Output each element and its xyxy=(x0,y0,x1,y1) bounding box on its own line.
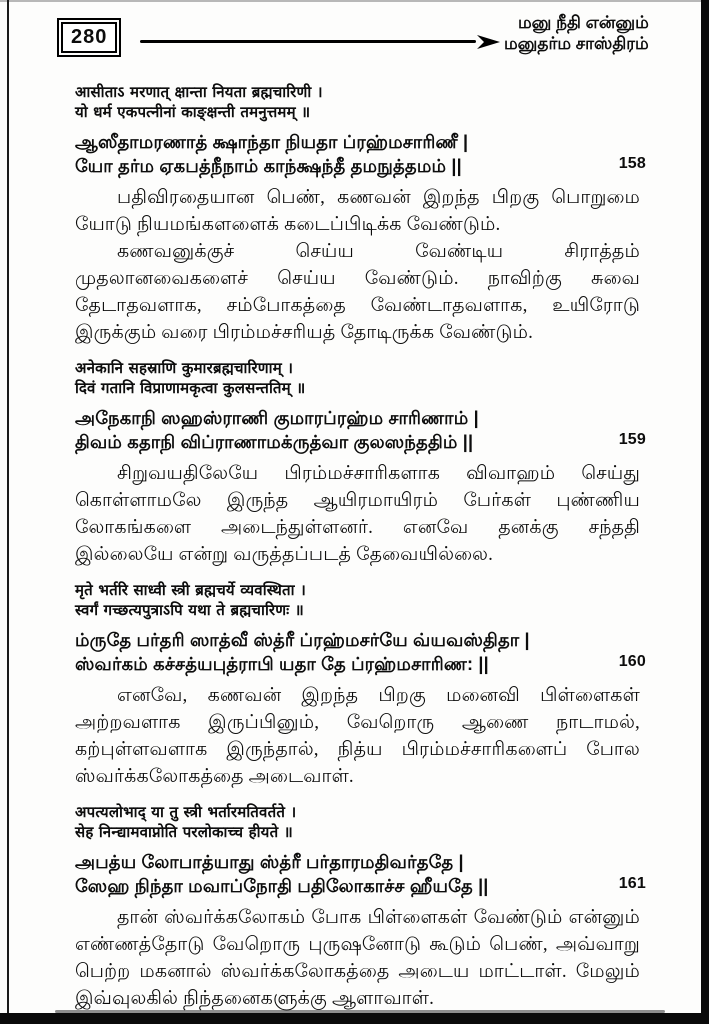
right-arrowhead-icon xyxy=(477,34,501,50)
book-title xyxy=(504,12,649,54)
explanation-paragraph: தான் ஸ்வர்க்கலோகம் போக பிள்ளைகள் வேண்டும் என்னும் எண்ணத்தோடு வேறொரு புருஷனோடு கூடும் பெண், அவ்வாறு பெற்ற மகனால் ஸ்வர்க்கலோகத்தை அடைய மாட்டாள். மேலும் இவ்வுலகில் நிந்தனைகளுக்கு ஆளாவாள். xyxy=(75,907,640,1009)
tamil-verse-line: ம்ருதே பர்தரி ஸாத்வீ ஸ்த்ரீ ப்ரஹ்மசர்யே வ்யவஸ்திதா | xyxy=(75,630,530,650)
verse-group-161 xyxy=(75,802,646,1012)
verse-group-159 xyxy=(75,358,646,568)
tamil-verse-line: ஸ்வர்கம் கச்சத்யபுத்ராபி யதா தே ப்ரஹ்மசாரிண: || xyxy=(75,654,489,674)
sanskrit-line: स्वर्गं गच्छत्यपुत्राऽपि यथा ते ब्रह्मचारिणः ॥ xyxy=(75,601,304,619)
tamil-transliteration xyxy=(75,406,646,454)
explanation-paragraph: பதிவிரதையான பெண், கணவன் இறந்த பிறகு பொறுமை யோடு நியமங்களளைக் கடைப்பிடிக்க வேண்டும். xyxy=(75,187,640,235)
page-content xyxy=(75,82,646,1012)
tamil-verse-line: ஆஸீதாமரணாத் க்ஷாந்தா நியதா ப்ரஹ்மசாரிணீ | xyxy=(75,132,469,152)
sanskrit-line: दिवं गतानि विप्राणामकृत्वा कुलसन्ततिम् ॥ xyxy=(75,379,306,397)
scan-border-right xyxy=(701,0,709,1024)
sanskrit-line: आसीताऽ मरणात् क्षान्ता नियता ब्रह्मचारिणी । xyxy=(75,83,323,101)
scan-border-bottom xyxy=(0,1013,709,1024)
book-title-line1: மனு நீதி என்னும் xyxy=(518,13,649,32)
tamil-verse-line: திவம் கதாநி விப்ராணாமக்ருத்வா குலஸந்ததிம் || xyxy=(75,432,474,452)
page-number: 280 xyxy=(71,26,108,48)
sanskrit-verse xyxy=(75,580,640,620)
verse-number: 158 xyxy=(618,155,646,172)
scan-border-left xyxy=(7,0,9,1024)
tamil-transliteration xyxy=(75,130,646,178)
sanskrit-line: सेह निन्द्यामवाप्नोति परलोकाच्च हीयते ॥ xyxy=(75,823,293,841)
explanation-paragraph: சிறுவயதிலேயே பிரம்மச்சாரிகளாக விவாஹம் செய்து கொள்ளாமலே இருந்த ஆயிரமாயிரம் பேர்கள் புண்ணிய லோகங்களை அடைந்துள்ளனர். எனவே தனக்கு சந்ததி இல்லையே என்று வருத்தப்படத் தேவையில்லை. xyxy=(75,463,640,565)
page-number-box xyxy=(61,22,117,53)
tamil-verse-line: ஸேஹ நிந்தா மவாப்நோதி பதிலோகாச்ச ஹீயதே || xyxy=(75,876,489,896)
tamil-transliteration xyxy=(75,850,646,898)
sanskrit-verse xyxy=(75,82,640,122)
verse-number: 159 xyxy=(618,431,646,448)
tamil-verse-line: அநேகாநி ஸஹஸ்ராணி குமாரப்ரஹ்ம சாரிணாம் | xyxy=(75,408,479,428)
tamil-transliteration xyxy=(75,628,646,676)
header-rule xyxy=(140,40,476,43)
sanskrit-line: अनेकानि सहस्राणि कुमारब्रह्मचारिणाम् । xyxy=(75,359,294,377)
sanskrit-verse xyxy=(75,358,640,398)
verse-group-158 xyxy=(75,82,646,346)
page-header xyxy=(0,0,709,80)
sanskrit-verse xyxy=(75,802,640,842)
book-title-line2: மனுதர்ம சாஸ்திரம் xyxy=(504,34,649,53)
tamil-verse-line: அபத்ய லோபாத்யாது ஸ்த்ரீ பர்தாரமதிவர்ததே | xyxy=(75,852,464,872)
sanskrit-line: अपत्यलोभाद् या तु स्त्री भर्तारमतिवर्तते । xyxy=(75,803,297,821)
explanation-paragraph: கணவனுக்குச் செய்ய வேண்டிய சிராத்தம் முதலானவைகளைச் செய்ய வேண்டும். நாவிற்கு சுவை தேடாதவளாக, சம்போகத்தை வேண்டாதவளாக, உயிரோடு இருக்கும் வரை பிரம்மச்சரியத் தோடிருக்க வேண்டும். xyxy=(75,241,640,343)
sanskrit-line: यो धर्म एकपत्नीनां काङ्क्षन्ती तमनुत्तमम् ॥ xyxy=(75,103,311,121)
verse-number: 160 xyxy=(618,653,646,670)
verse-group-160 xyxy=(75,580,646,790)
verse-number: 161 xyxy=(618,875,646,892)
tamil-verse-line: யோ தர்ம ஏகபத்நீநாம் காந்க்ஷந்தீ தமநுத்தமம் || xyxy=(75,156,462,176)
explanation-paragraph: எனவே, கணவன் இறந்த பிறகு மனைவி பிள்ளைகள் அற்றவளாக இருப்பினும், வேறொரு ஆணை நாடாமல், கற்புள்ளவளாக இருந்தால், நித்ய பிரம்மச்சாரிகளைப் போல ஸ்வர்க்கலோகத்தை அடைவாள். xyxy=(75,685,640,787)
sanskrit-line: मृते भर्तरि साध्वी स्त्री ब्रह्मचर्ये व्यवस्थिता । xyxy=(75,581,306,599)
